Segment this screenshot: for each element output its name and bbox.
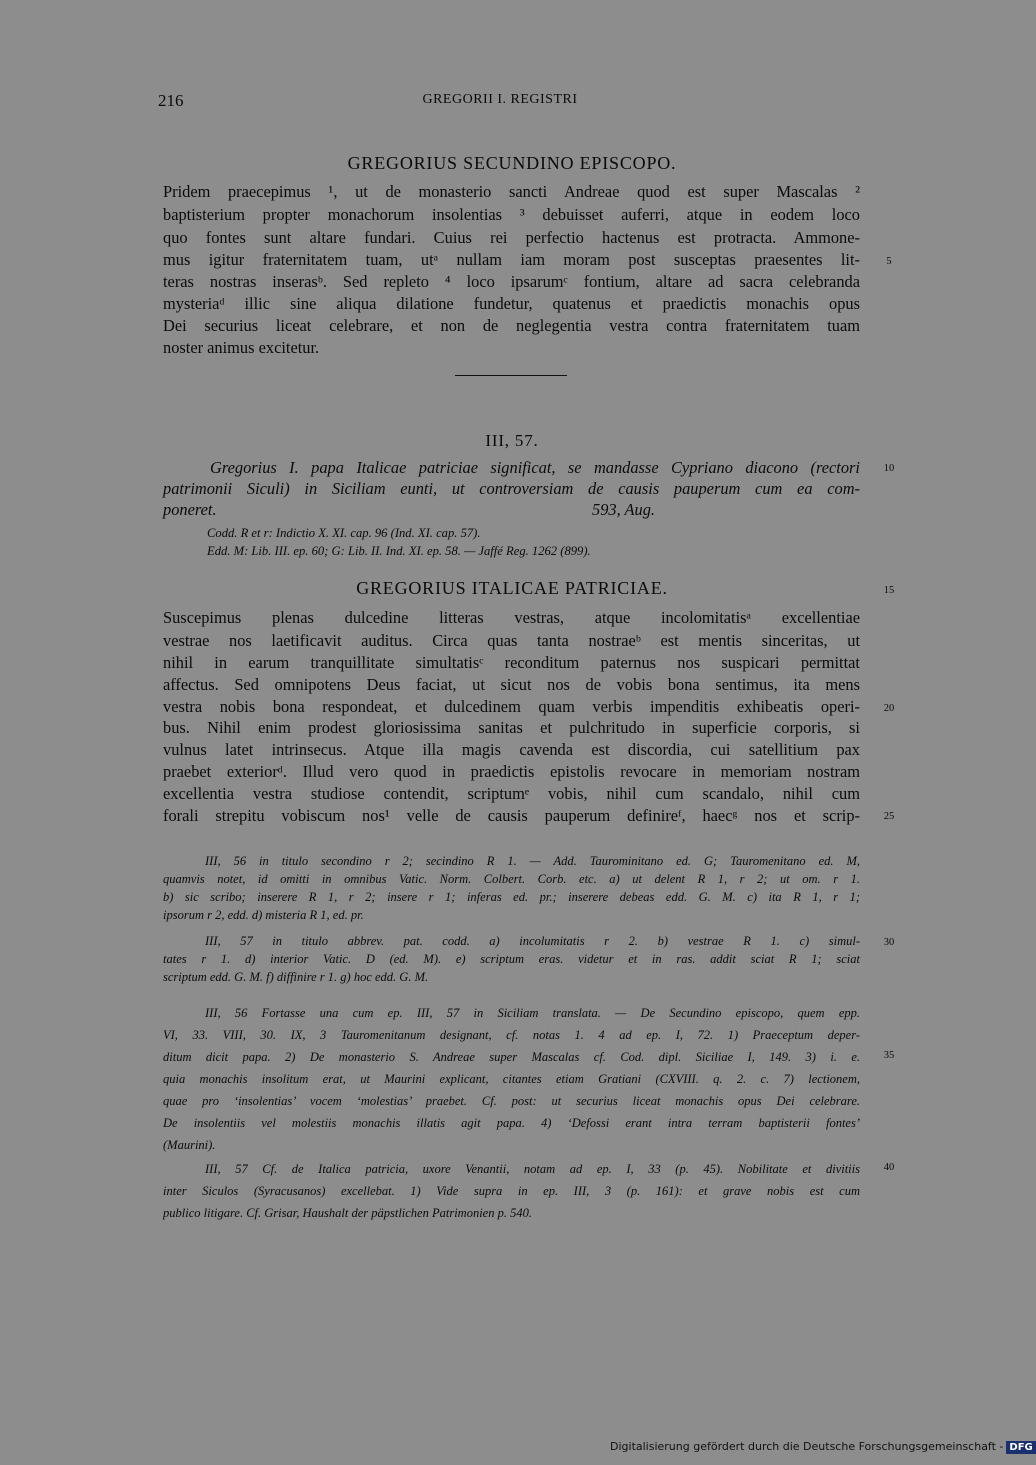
line-number: 5 <box>886 256 892 267</box>
letter1-line: Pridem praecepimus ¹, ut de monasterio sancti Andreae quod est super Mascalas ² <box>163 182 860 201</box>
footer-text: Digitalisierung gefördert durch die Deutsche Forschungsgemeinschaft - <box>610 1440 1004 1453</box>
letter1-line: baptisterium propter monachorum insolentias ³ debuisset auferri, atque in eodem loco <box>163 205 860 224</box>
line-number: 25 <box>883 811 895 822</box>
summary-line: patrimonii Siculi) in Siciliam eunti, ut controversiam de causis pauperum cum ea com- <box>163 479 860 498</box>
letter2-line: vestrae nos laetificavit auditus. Circa quas tanta nostraeᵇ est mentis sinceritas, ut <box>163 631 860 650</box>
note-line: quae pro ‘insolentias’ vocem ‘molestias’ praebet. Cf. post: ut securius liceat monachis opus Dei celebrare. <box>163 1094 860 1108</box>
letter1-heading: GREGORIUS SECUNDINO EPISCOPO. <box>347 153 677 173</box>
line-number: 35 <box>883 1050 895 1061</box>
apparatus-line: III, 57 in titulo abbrev. pat. codd. a) incolumitatis r 2. b) vestrae R 1. c) simul- <box>205 934 860 948</box>
codices-line: Codd. R et r: Indictio X. XI. cap. 96 (Ind. XI. cap. 57). <box>207 526 481 540</box>
letter2-heading: GREGORIUS ITALICAE PATRICIAE. <box>356 578 668 598</box>
letter2-line: vulnus latet intrinsecus. Atque illa magis cavenda est discordia, cui satellitium pax <box>163 740 860 759</box>
letter2-line: Suscepimus plenas dulcedine litteras vestras, atque incolomitatisᵃ excellentiae <box>163 608 860 627</box>
line-number: 10 <box>883 463 895 474</box>
letter2-number: III, 57. <box>485 431 539 450</box>
note-line: publico litigare. Cf. Grisar, Haushalt der päpstlichen Patrimonien p. 540. <box>163 1206 532 1220</box>
line-number: 30 <box>883 937 895 948</box>
letter2-date: 593, Aug. <box>592 500 655 519</box>
letter2-line: excellentia vestra studiose contendit, scriptumᵉ vobis, nihil cum scandalo, nihil cum <box>163 784 860 803</box>
letter2-line: bus. Nihil enim prodest gloriosissima sanitas et pulchritudo in superficie corporis, si <box>163 718 860 737</box>
section-divider <box>455 375 567 376</box>
note-line: quia monachis insolitum erat, ut Maurini explicant, citantes etiam Gratiani (CXVIII. q. 2. c. 7) lectionem, <box>163 1072 860 1086</box>
letter2-line: praebet exteriorᵈ. Illud vero quod in praedictis epistolis revocare in memoriam nostram <box>163 762 860 781</box>
letter2-line: forali strepitu vobiscum nos¹ velle de causis pauperum definireᶠ, haecᵍ nos et scrip- <box>163 806 860 825</box>
note-line: De insolentiis vel molestiis monachis illatis agit papa. 4) ‘Defossi erant intra terram baptisterii fontes’ <box>163 1116 860 1130</box>
note-line: III, 57 Cf. de Italica patricia, uxore Venantii, notam ad ep. I, 33 (p. 45). Nobilitate et divitiis <box>205 1162 860 1176</box>
letter1-line: teras nostras inserasᵇ. Sed repleto ⁴ loco ipsarumᶜ fontium, altare ad sacra celebranda <box>163 272 860 291</box>
note-line: III, 56 Fortasse una cum ep. III, 57 in Siciliam translata. — De Secundino episcopo, quem epp. <box>205 1006 860 1020</box>
letter1-line: Dei securius liceat celebrare, et non de neglegentia vestra contra fraternitatem tuam <box>163 316 860 335</box>
editions-line: Edd. M: Lib. III. ep. 60; G: Lib. II. Ind. XI. ep. 58. — Jaffé Reg. 1262 (899). <box>207 544 591 558</box>
running-title: GREGORII I. REGISTRI <box>422 92 578 107</box>
note-line: ditum dicit papa. 2) De monasterio S. Andreae super Mascalas cf. Cod. dipl. Siciliae I, 149. 3) i. e. <box>163 1050 860 1064</box>
letter2-line: nihil in earum tranquillitate simultatisᶜ reconditum paternus nos suspicari permittat <box>163 653 860 672</box>
line-number: 20 <box>883 703 895 714</box>
line-number: 40 <box>883 1162 895 1173</box>
letter1-line: noster animus excitetur. <box>163 338 320 357</box>
apparatus-line: III, 56 in titulo secondino r 2; secindino R 1. — Add. Taurominitano ed. G; Tauromenitano ed. M, <box>205 854 860 868</box>
letter2-line: vestra nobis bona respondeat, et dulcedinem quam verbis impenditis exhibeatis operi- <box>163 697 860 716</box>
letter1-line: quo fontes sunt altare fundari. Cuius rei perfectio hactenus est protracta. Ammone- <box>163 228 860 247</box>
note-line: VI, 33. VIII, 30. IX, 3 Tauromenitanum designant, cf. notas 1. 4 ad ep. I, 72. 1) Praeceptum deper- <box>163 1028 860 1042</box>
letter1-line: mysteriaᵈ illic sine aliqua dilatione fundetur, quatenus et praedictis monachis opus <box>163 294 860 313</box>
dfg-footer <box>610 1440 1036 1454</box>
apparatus-line: b) sic scribo; inserere R 1, r 2; insere r 1; inferas ed. pr.; inserere debeas edd. G. M. c) ita R 1, r 1; <box>163 890 860 904</box>
note-line: inter Siculos (Syracusanos) excellebat. 1) Vide supra in ep. III, 3 (p. 161): et grave nobis est cum <box>163 1184 860 1198</box>
line-number: 15 <box>883 585 895 596</box>
summary-line: Gregorius I. papa Italicae patriciae significat, se mandasse Cypriano diacono (rectori <box>210 458 860 477</box>
letter1-line: mus igitur fraternitatem tuam, utᵃ nullam iam moram post susceptas praesentes lit- <box>163 250 860 269</box>
apparatus-line: ipsorum r 2, edd. d) misteria R 1, ed. pr. <box>163 908 364 922</box>
page-number: 216 <box>158 91 184 110</box>
apparatus-line: tates r 1. d) interior Vatic. D (ed. M). e) scriptum eras. videtur et in ras. addit sciat R 1; sciat <box>163 952 860 966</box>
apparatus-line: quamvis notet, id omitti in omnibus Vatic. Norm. Colbert. Corb. etc. a) ut delent R 1, r 2; ut om. r 1. <box>163 872 860 886</box>
dfg-logo-icon[interactable]: DFG <box>1006 1441 1035 1454</box>
apparatus-line: scriptum edd. G. M. f) diffinire r 1. g) hoc edd. G. M. <box>163 970 429 984</box>
summary-line: poneret. <box>163 500 217 519</box>
letter2-line: affectus. Sed omnipotens Deus faciat, ut sicut nos de vobis bona sentimus, ita mens <box>163 675 860 694</box>
note-line: (Maurini). <box>163 1138 216 1152</box>
